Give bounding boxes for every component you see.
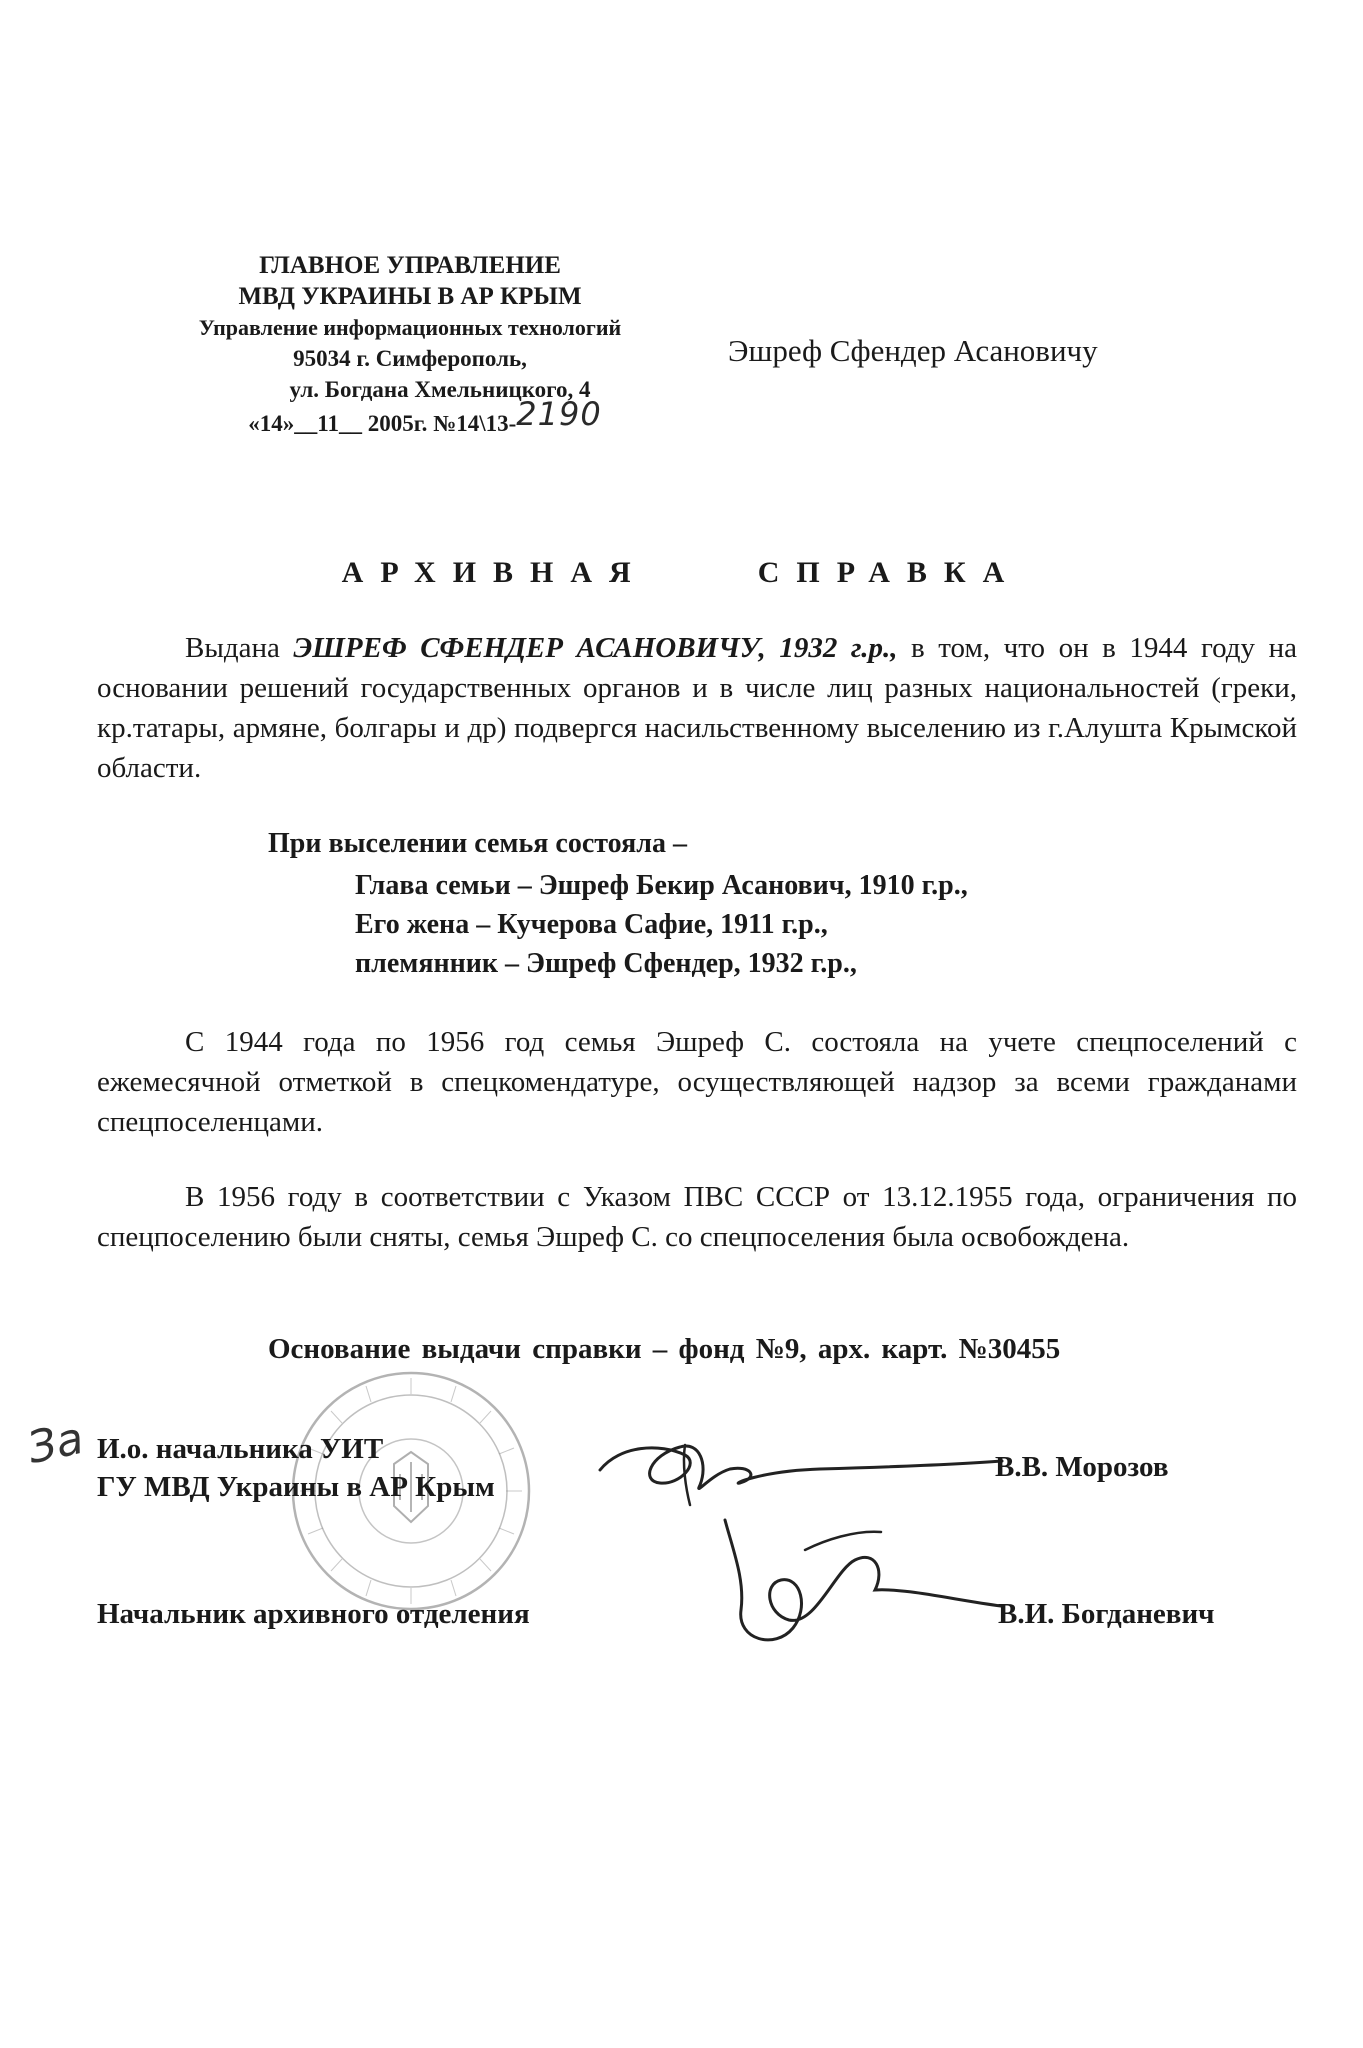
signature-morozov-icon <box>590 1425 1010 1515</box>
title-word-1: АРХИВНАЯ <box>341 556 648 589</box>
family-member: Его жена – Кучерова Сафие, 1911 г.р., <box>355 909 828 940</box>
letterhead-line-3: Управление информационных технологий <box>198 315 622 340</box>
signer-2-name: В.И. Богданевич <box>998 1598 1215 1630</box>
family-heading: При выселении семья состояла – <box>268 828 687 859</box>
document-title <box>0 556 1363 590</box>
title-word-2: СПРАВКА <box>757 556 1022 589</box>
paragraph-2-text: С 1944 года по 1956 год семья Эшреф С. состояла на учете спецпоселений с ежемесячной отметкой в спецкомендатуре, осуществляющей надзор за всеми гражданами спецпоселенцами. <box>97 1026 1297 1138</box>
family-member: Глава семьи – Эшреф Бекир Асанович, 1910 г.р., <box>355 870 968 901</box>
letterhead-line-2: МВД УКРАИНЫ В АР КРЫМ <box>238 283 582 310</box>
paragraph-1-lead: Выдана <box>185 632 294 664</box>
reference-prefix: «14»__11__ 2005г. №14\13- <box>248 411 517 436</box>
signer-2-title: Начальник архивного отделения <box>97 1598 530 1630</box>
signature-bogdanevich-icon <box>705 1510 1005 1670</box>
paragraph-1 <box>97 628 1297 788</box>
basis-line: Основание выдачи справки – фонд №9, арх. карт. №30455 <box>268 1333 1061 1365</box>
signer-1-title <box>97 1430 495 1506</box>
recipient: Эшреф Сфендер Асановичу <box>728 333 1098 368</box>
paragraph-3 <box>97 1177 1297 1257</box>
letterhead <box>110 250 710 439</box>
handwritten-mark: За <box>23 1412 88 1475</box>
paragraph-1-rest: в том, что он в 1944 году на основании решений государственных органов и в числе лиц разных национальностей (греки, кр.татары, армяне, болгары и др) подвергся насильственному выселению из г.Алушта Крымской области. <box>97 632 1297 784</box>
paragraph-2 <box>97 1022 1297 1142</box>
letterhead-reference <box>110 395 710 439</box>
family-member: племянник – Эшреф Сфендер, 1932 г.р., <box>355 948 857 979</box>
letterhead-line-1: ГЛАВНОЕ УПРАВЛЕНИЕ <box>259 252 561 279</box>
letterhead-line-5: ул. Богдана Хмельницкого, 4 <box>289 377 591 402</box>
signer-1-title-line-2: ГУ МВД Украины в АР Крым <box>97 1471 495 1503</box>
reference-handwritten-number: 2190 <box>516 395 602 433</box>
signer-1-name: В.В. Морозов <box>995 1451 1169 1483</box>
signer-1-title-line-1: И.о. начальника УИТ <box>97 1433 384 1465</box>
letterhead-line-4: 95034 г. Симферополь, <box>293 346 527 371</box>
paragraph-3-text: В 1956 году в соответствии с Указом ПВС СССР от 13.12.1955 года, ограничения по спецпоселению были сняты, семья Эшреф С. со спецпоселения была освобождена. <box>97 1181 1297 1253</box>
paragraph-1-name: ЭШРЕФ СФЕНДЕР АСАНОВИЧУ, 1932 г.р., <box>293 632 898 664</box>
